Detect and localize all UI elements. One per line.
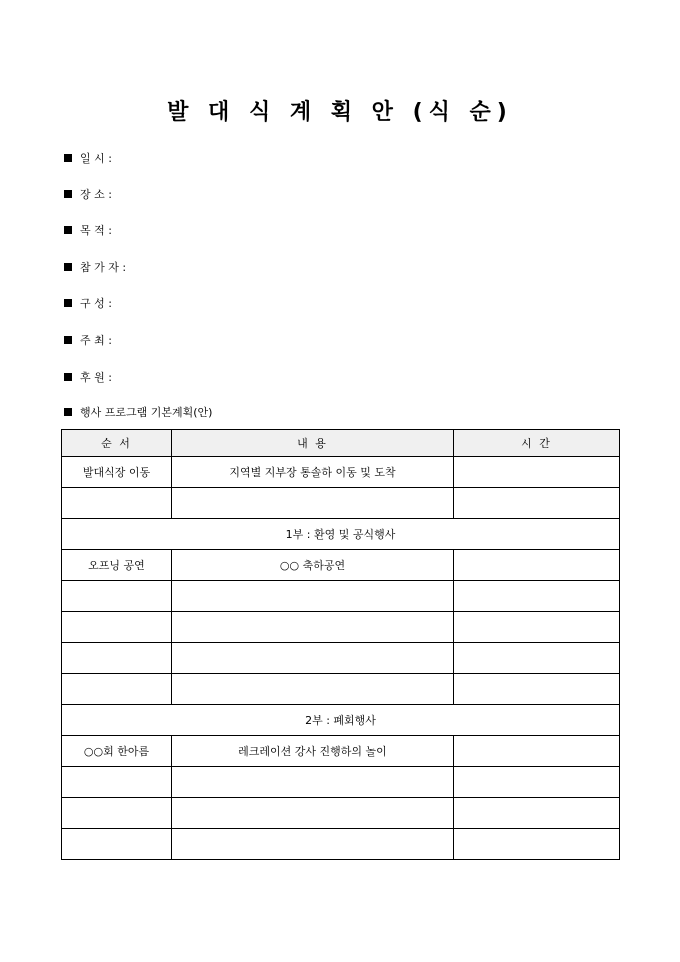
table-header-row	[62, 430, 620, 457]
table-row	[62, 736, 620, 767]
section-row-part1	[62, 519, 620, 550]
square-bullet-icon	[64, 408, 72, 416]
cell-order: 오프닝 공연	[62, 550, 172, 581]
cell-content: 레크레이션 강사 진행하의 놀이	[172, 736, 454, 767]
cell-order	[62, 581, 172, 612]
document-title: 발 대 식 계 획 안 (식 순)	[167, 100, 513, 125]
cell-content	[172, 612, 454, 643]
field-sponsor: 후 원 :	[64, 371, 134, 385]
table-row	[62, 767, 620, 798]
table-row	[62, 674, 620, 705]
table-row	[62, 581, 620, 612]
header-time: 시 간	[454, 430, 620, 457]
square-bullet-icon	[64, 263, 72, 271]
cell-content: 지역별 지부장 통솔하 이동 및 도착	[172, 457, 454, 488]
cell-time	[454, 643, 620, 674]
cell-content: ○○ 축하공연	[172, 550, 454, 581]
square-bullet-icon	[64, 299, 72, 307]
cell-content	[172, 798, 454, 829]
cell-order	[62, 488, 172, 519]
cell-time	[454, 767, 620, 798]
program-heading: 행사 프로그램 기본계획(안)	[64, 406, 212, 420]
square-bullet-icon	[64, 190, 72, 198]
cell-content	[172, 643, 454, 674]
field-purpose: 목 적 :	[64, 224, 134, 238]
table-row	[62, 550, 620, 581]
cell-order	[62, 674, 172, 705]
section-label: 1부 : 환영 및 공식행사	[62, 519, 620, 550]
cell-order	[62, 829, 172, 860]
square-bullet-icon	[64, 154, 72, 162]
cell-content	[172, 767, 454, 798]
cell-time	[454, 736, 620, 767]
cell-order: ○○회 한아름	[62, 736, 172, 767]
cell-content	[172, 488, 454, 519]
cell-order	[62, 612, 172, 643]
field-place: 장 소 :	[64, 188, 134, 202]
cell-order	[62, 798, 172, 829]
cell-content	[172, 674, 454, 705]
cell-time	[454, 457, 620, 488]
header-content: 내 용	[172, 430, 454, 457]
cell-content	[172, 829, 454, 860]
table-row	[62, 612, 620, 643]
cell-time	[454, 674, 620, 705]
table-row	[62, 457, 620, 488]
cell-order	[62, 767, 172, 798]
table-row	[62, 488, 620, 519]
program-table	[61, 429, 620, 860]
section-row-part2	[62, 705, 620, 736]
section-label: 2부 : 폐회행사	[62, 705, 620, 736]
cell-time	[454, 581, 620, 612]
table-row	[62, 643, 620, 674]
cell-time	[454, 829, 620, 860]
table-row	[62, 829, 620, 860]
field-composition: 구 성 :	[64, 297, 134, 311]
cell-time	[454, 488, 620, 519]
square-bullet-icon	[64, 336, 72, 344]
cell-time	[454, 612, 620, 643]
field-date: 일 시 :	[64, 152, 134, 166]
square-bullet-icon	[64, 373, 72, 381]
field-host: 주 최 :	[64, 334, 134, 348]
field-participants: 참 가 자 :	[64, 261, 134, 275]
cell-time	[454, 798, 620, 829]
header-order: 순 서	[62, 430, 172, 457]
square-bullet-icon	[64, 226, 72, 234]
cell-order	[62, 643, 172, 674]
table-row	[62, 798, 620, 829]
cell-time	[454, 550, 620, 581]
cell-content	[172, 581, 454, 612]
cell-order: 발대식장 이동	[62, 457, 172, 488]
